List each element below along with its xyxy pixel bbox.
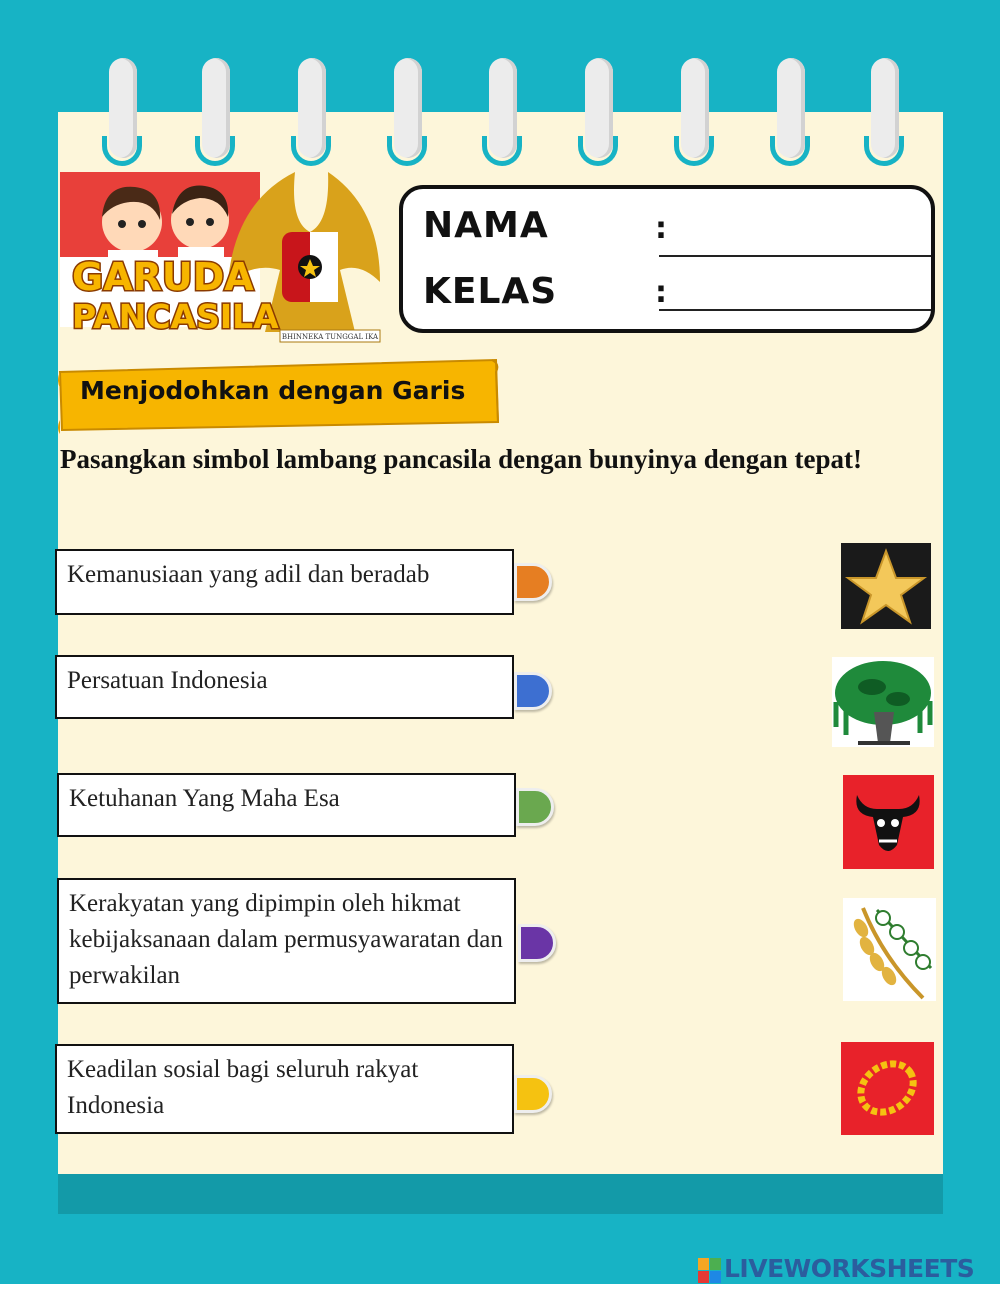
banyan-tree-icon[interactable] — [832, 657, 934, 747]
class-input-line[interactable] — [659, 309, 931, 311]
match-item-2 — [55, 655, 514, 719]
spiral-ring — [576, 58, 626, 170]
paper-bottom-strip — [58, 1174, 943, 1214]
instruction-text: Pasangkan simbol lambang pancasila dengan bunyinya dengan tepat! — [60, 444, 862, 474]
name-colon: : — [655, 211, 667, 246]
spiral-ring — [862, 58, 912, 170]
match-item-5 — [55, 1044, 514, 1134]
match-item-text: Ketuhanan Yang Maha Esa — [69, 785, 340, 812]
connector-dot-1[interactable] — [514, 563, 552, 601]
motto-text: BHINNEKA TUNGGAL IKA — [281, 333, 379, 341]
spiral-ring — [768, 58, 818, 170]
match-item-text: Keadilan sosial bagi seluruh rakyat Indonesia — [67, 1056, 419, 1119]
spiral-ring — [385, 58, 435, 170]
star-icon[interactable] — [841, 543, 931, 629]
logo-title-line2: PANCASILA — [72, 297, 279, 336]
connector-dot-4[interactable] — [518, 924, 556, 962]
name-input-line[interactable] — [659, 255, 931, 257]
logo-title-line1: GARUDA — [72, 255, 254, 299]
name-label: NAMA — [423, 205, 549, 246]
student-info-box — [399, 185, 935, 333]
chain-icon[interactable] — [841, 1042, 934, 1135]
match-item-text: Kemanusiaan yang adil dan beradab — [67, 561, 430, 588]
spiral-ring — [480, 58, 530, 170]
connector-dot-3[interactable] — [516, 788, 554, 826]
class-colon: : — [655, 275, 667, 310]
garuda-pancasila-logo — [60, 162, 382, 350]
liveworksheets-mark-icon — [698, 1258, 722, 1284]
spiral-ring — [193, 58, 243, 170]
match-item-1 — [55, 549, 514, 615]
liveworksheets-brand[interactable]: LIVEWORKSHEETS — [724, 1254, 975, 1283]
match-item-text: Persatuan Indonesia — [67, 667, 268, 694]
spiral-ring — [672, 58, 722, 170]
class-label: KELAS — [423, 271, 558, 312]
match-item-text: Kerakyatan yang dipimpin oleh hikmat kebijaksanaan dalam permusyawaratan dan perwakilan — [69, 890, 503, 989]
spiral-ring — [289, 58, 339, 170]
bull-head-icon[interactable] — [843, 775, 934, 869]
rice-cotton-icon[interactable] — [843, 898, 936, 1001]
spiral-ring — [100, 58, 150, 170]
match-item-4 — [57, 878, 516, 1004]
connector-dot-5[interactable] — [514, 1075, 552, 1113]
connector-dot-2[interactable] — [514, 672, 552, 710]
section-title: Menjodohkan dengan Garis — [80, 376, 466, 405]
match-item-3 — [57, 773, 516, 837]
